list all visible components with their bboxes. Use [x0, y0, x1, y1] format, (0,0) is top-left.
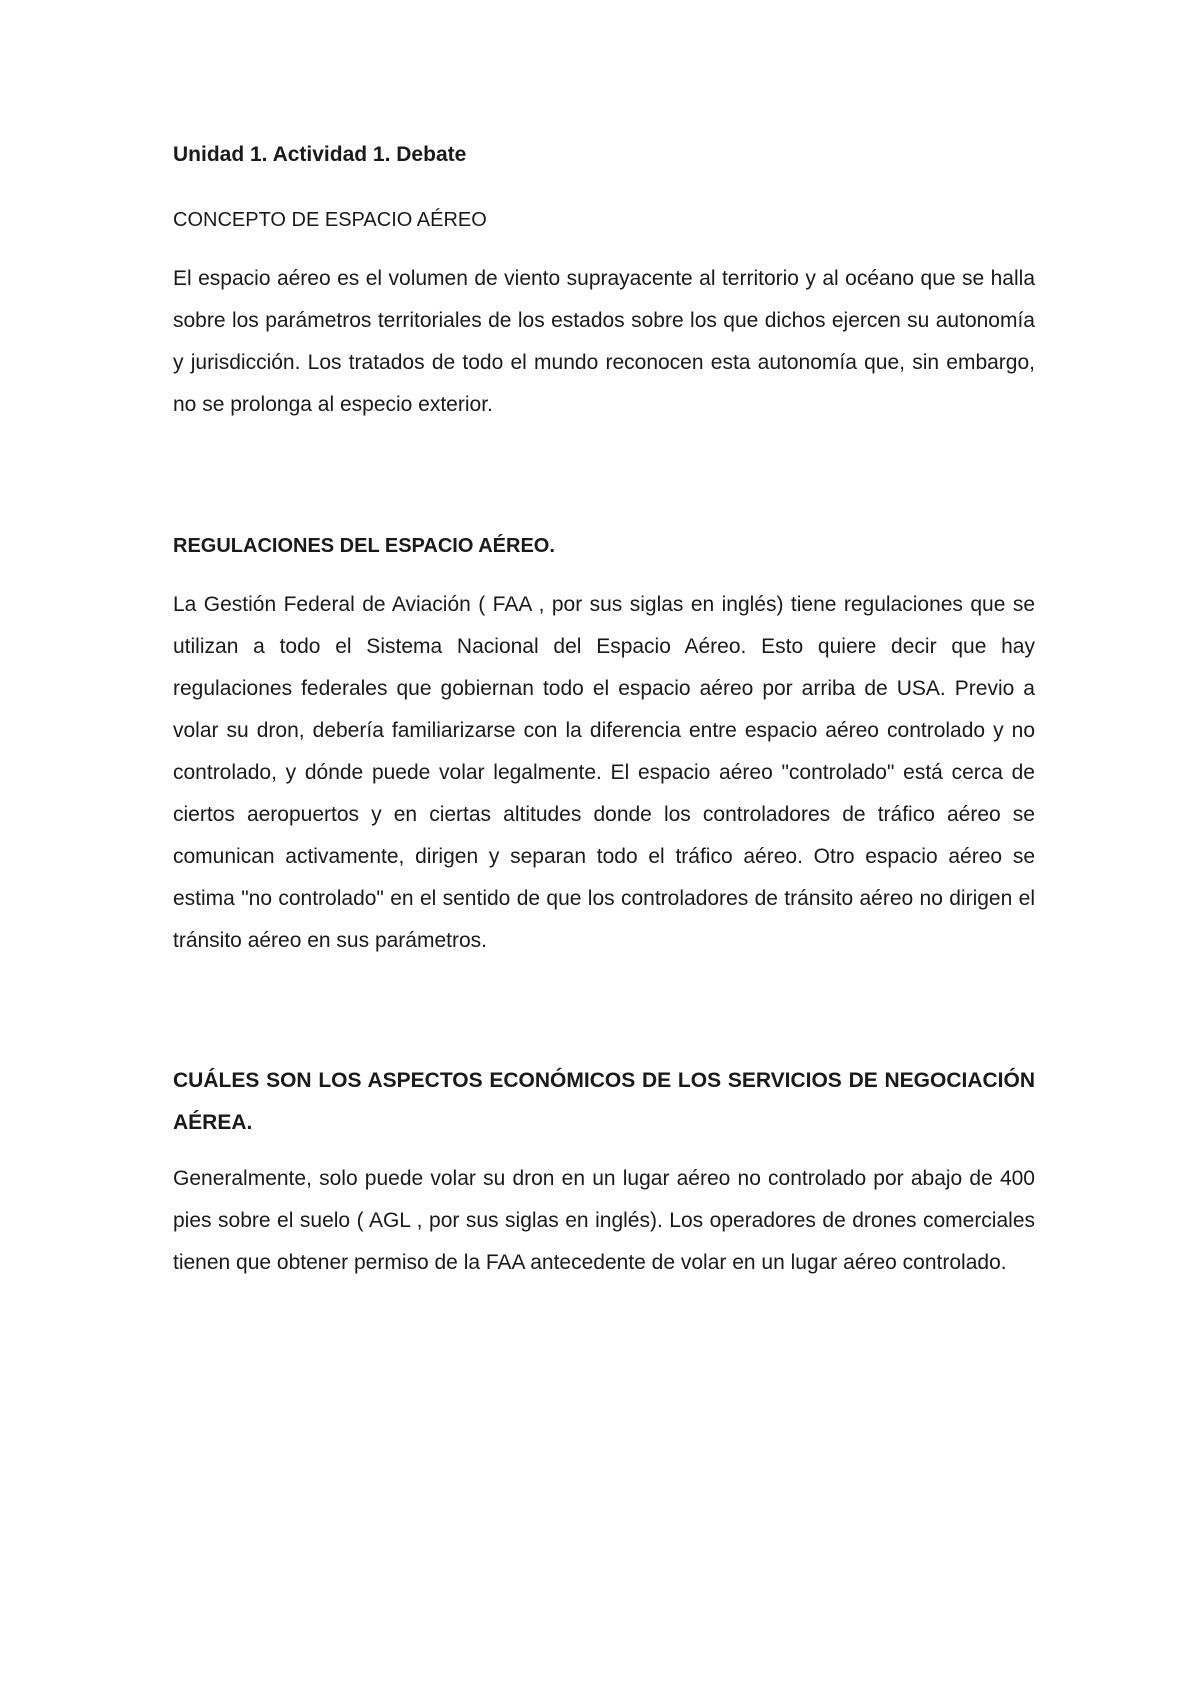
- document-title: Unidad 1. Actividad 1. Debate: [173, 143, 467, 166]
- section-heading-aspectos-economicos: CUÁLES SON LOS ASPECTOS ECONÓMICOS DE LOS SERVICIOS DE NEGOCIACIÓN AÉREA.: [173, 1069, 1035, 1134]
- section-heading-regulaciones: REGULACIONES DEL ESPACIO AÉREO.: [173, 535, 555, 557]
- section-spacer: [173, 426, 1035, 530]
- section-concepto: [173, 204, 1035, 426]
- section-heading-concepto: CONCEPTO DE ESPACIO AÉREO: [173, 209, 487, 231]
- document-page: [173, 140, 1035, 1284]
- section-aspectos-economicos: [173, 1060, 1035, 1284]
- section-paragraph-aspectos-economicos: Generalmente, solo puede volar su dron en un lugar aéreo no controlado por abajo de 400 pies sobre el suelo ( AGL , por sus siglas en inglés). Los operadores de drones comerciales tienen que obtener permiso de la FAA antecedente de volar en un lugar aéreo controlado.: [173, 1167, 1035, 1274]
- section-spacer: [173, 962, 1035, 1060]
- section-paragraph-regulaciones: La Gestión Federal de Aviación ( FAA , por sus siglas en inglés) tiene regulaciones que se utilizan a todo el Sistema Nacional del Espacio Aéreo. Esto quiere decir que hay regulaciones federales que gobiernan todo el espacio aéreo por arriba de USA. Previo a volar su dron, debería familiarizarse con la diferencia entre espacio aéreo controlado y no controlado, y dónde puede volar legalmente. El espacio aéreo "controlado" está cerca de ciertos aeropuertos y en ciertas altitudes donde los controladores de tráfico aéreo se comunican activamente, dirigen y separan todo el tráfico aéreo. Otro espacio aéreo se estima "no controlado" en el sentido de que los controladores de tránsito aéreo no dirigen el tránsito aéreo en sus parámetros.: [173, 593, 1035, 952]
- section-regulaciones: [173, 530, 1035, 962]
- section-paragraph-concepto: El espacio aéreo es el volumen de viento suprayacente al territorio y al océano que se halla sobre los parámetros territoriales de los estados sobre los que dichos ejercen su autonomía y jurisdicción. Los tratados de todo el mundo reconocen esta autonomía que, sin embargo, no se prolonga al especio exterior.: [173, 267, 1035, 416]
